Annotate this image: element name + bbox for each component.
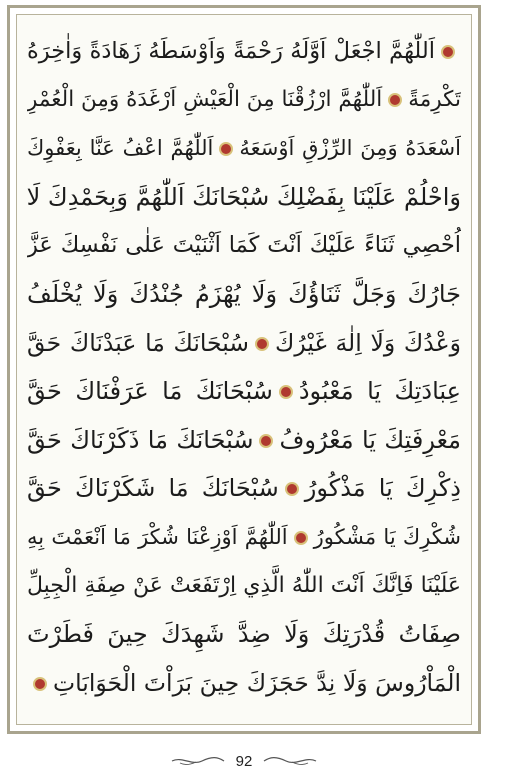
rose-separator-icon bbox=[259, 434, 273, 448]
text-segment: وَاحْلُمْ عَلَيْنَا بِفَضْلِكَ سُبْحَانَكَ اَللّٰهُمَّ وَبِحَمْدِكَ لَا bbox=[27, 182, 461, 211]
text-segment: اَسْعَدَهُ وَمِنَ الرِّزْقِ اَوْسَعَهُ bbox=[239, 136, 461, 161]
text-line bbox=[27, 76, 461, 125]
text-segment: الْمَاْرُوسَ وَلَا نِدَّ حَجَزَكَ حِينَ بَرَاْتَ الْحَوَابَاتِ bbox=[53, 668, 461, 697]
text-line bbox=[27, 513, 461, 562]
text-line bbox=[27, 124, 461, 173]
text-segment: سُبْحَانَكَ مَا ذَكَرْنَاكَ حَقَّ bbox=[27, 425, 254, 454]
text-line bbox=[27, 27, 461, 76]
text-segment: شُكْرِكَ يَا مَشْكُورُ bbox=[313, 524, 461, 549]
text-line bbox=[27, 221, 461, 270]
rose-separator-icon bbox=[441, 45, 455, 59]
rose-separator-icon bbox=[294, 531, 308, 545]
text-line bbox=[27, 173, 461, 222]
page-number: 92 bbox=[235, 752, 253, 770]
prayer-text-body bbox=[27, 27, 461, 716]
text-segment: اُحْصِي ثَنَاءً عَلَيْكَ اَنْتَ كَمَا اَثْنَيْتَ عَلٰى نَفْسِكَ عَزَّ bbox=[27, 232, 461, 259]
text-line bbox=[27, 319, 461, 368]
text-segment: اَللّٰهُمَّ اَوْزِعْنَا شُكْرَ مَا اَنْعَمْتَ بِهِ bbox=[27, 524, 288, 549]
text-segment: عِبَادَتِكَ يَا مَعْبُودُ bbox=[298, 377, 461, 406]
rose-separator-icon bbox=[255, 337, 269, 351]
text-segment: اَللّٰهُمَّ اعْفُ عَنَّا بِعَفْوِكَ bbox=[27, 136, 214, 161]
text-segment: سُبْحَانَكَ مَا شَكَرْنَاكَ حَقَّ bbox=[27, 474, 279, 503]
rose-separator-icon bbox=[285, 482, 299, 496]
text-segment: عَلَيْنَا فَاِنَّكَ اَنْتَ اللّٰهُ الَّذِي اِرْتَفَعَتْ عَنْ صِفَةِ الْجِبِلِّ bbox=[27, 572, 461, 598]
page-frame-inner bbox=[16, 14, 472, 725]
text-segment: اَللّٰهُمَّ اجْعَلْ اَوَّلَهُ رَحْمَةً وَاَوْسَطَهُ زَهَادَةً وَاٰخِرَهُ bbox=[27, 38, 435, 64]
text-line bbox=[27, 367, 461, 416]
text-line bbox=[27, 562, 461, 611]
page-footer bbox=[0, 748, 488, 774]
text-line bbox=[27, 464, 461, 513]
text-line bbox=[27, 416, 461, 465]
text-segment: تَكْرِمَةً bbox=[408, 86, 461, 112]
text-segment: وَعْدُكَ وَلَا اِلٰهَ غَيْرُكَ bbox=[275, 328, 461, 357]
text-segment: سُبْحَانَكَ مَا عَرَفْنَاكَ حَقَّ bbox=[27, 377, 273, 406]
text-segment: صِفَاتُ قُدْرَتِكَ وَلَا ضِدَّ شَهِدَكَ حِينَ فَطَرْتَ bbox=[27, 620, 461, 649]
text-segment: ذِكْرِكَ يَا مَذْكُورُ bbox=[304, 474, 461, 503]
rose-separator-icon bbox=[219, 142, 233, 156]
text-segment: جَارُكَ وَجَلَّ ثَنَاؤُكَ وَلَا يُهْزَمُ جُنْدُكَ وَلَا يُخْلَفُ bbox=[27, 279, 461, 308]
rose-separator-icon bbox=[279, 385, 293, 399]
rose-separator-icon bbox=[388, 93, 402, 107]
text-segment: مَعْرِفَتِكَ يَا مَعْرُوفُ bbox=[279, 425, 461, 454]
page-frame-outer bbox=[7, 5, 481, 734]
text-line bbox=[27, 659, 461, 708]
footer-ornament-right-icon bbox=[262, 754, 318, 768]
footer-ornament-left-icon bbox=[170, 754, 226, 768]
text-segment: سُبْحَانَكَ مَا عَبَدْنَاكَ حَقَّ bbox=[27, 328, 250, 357]
text-line bbox=[27, 610, 461, 659]
text-line bbox=[27, 270, 461, 319]
rose-separator-icon bbox=[33, 677, 47, 691]
text-segment: اَللّٰهُمَّ ارْزُقْنَا مِنَ الْعَيْشِ اَرْغَدَهُ وَمِنَ الْعُمْرِ bbox=[27, 86, 383, 112]
